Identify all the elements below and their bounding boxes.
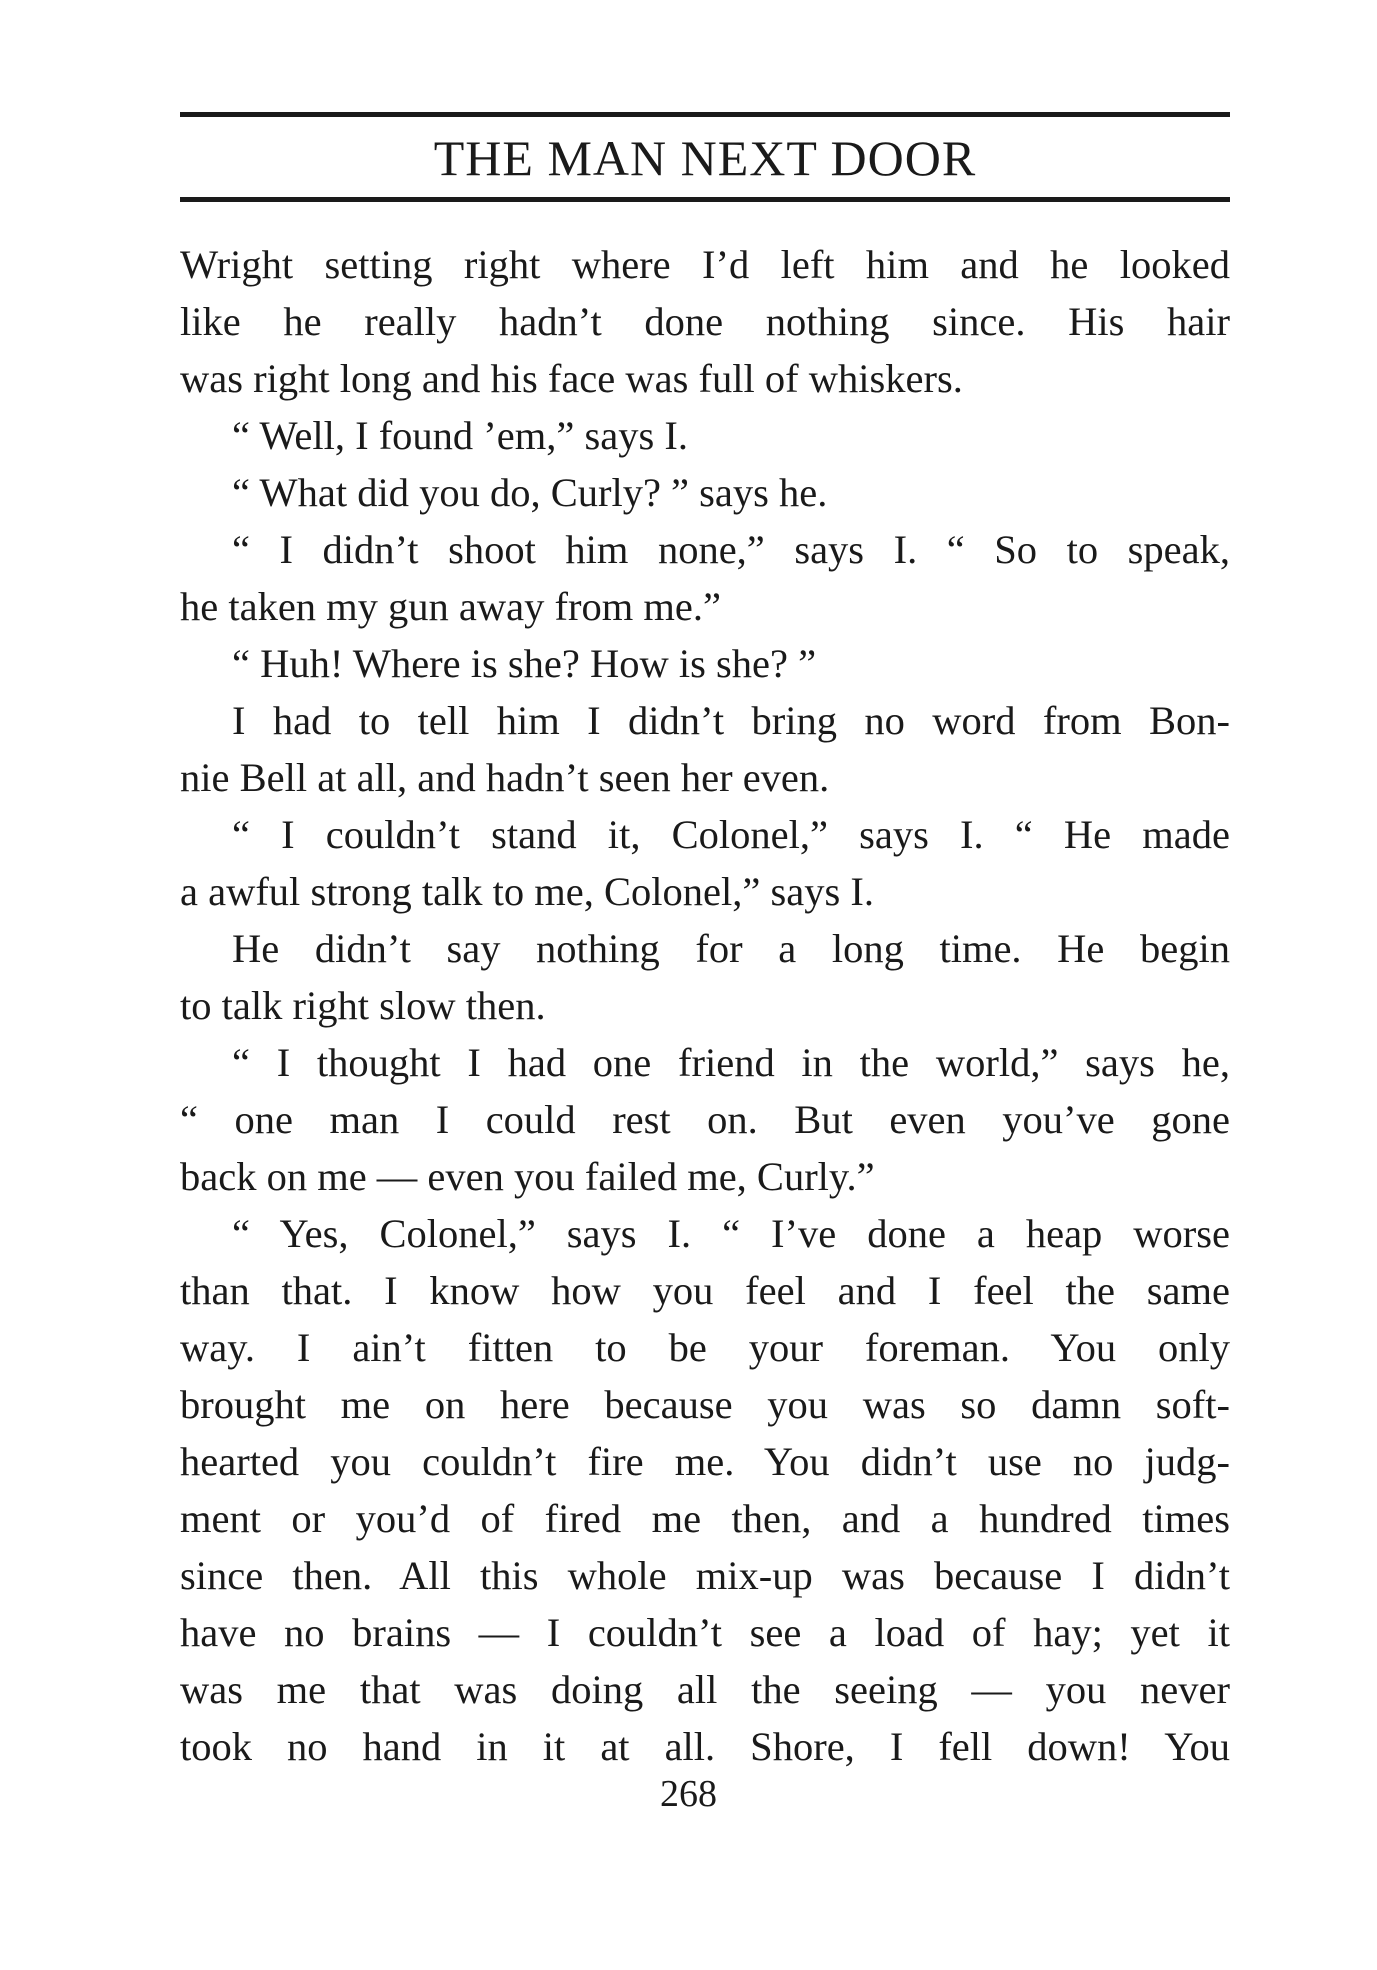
text-line: “ one man I could rest on. But even you’ve gone xyxy=(180,1097,1230,1142)
text-line: “ Well, I found ’em,” says I. xyxy=(232,413,688,458)
text-line: “ I couldn’t stand it, Colonel,” says I. “ He made xyxy=(232,812,1230,857)
text-line: “ What did you do, Curly? ” says he. xyxy=(232,470,828,515)
text-line: “ Huh! Where is she? How is she? ” xyxy=(232,641,817,686)
text-line: He didn’t say nothing for a long time. He begin xyxy=(232,926,1230,971)
text-line: have no brains — I couldn’t see a load of hay; yet it xyxy=(180,1610,1230,1655)
text-line: way. I ain’t fitten to be your foreman. You only xyxy=(180,1325,1230,1370)
text-line: back on me — even you failed me, Curly.” xyxy=(180,1154,875,1199)
text-line: like he really hadn’t done nothing since. His hair xyxy=(180,299,1230,344)
text-line: a awful strong talk to me, Colonel,” says I. xyxy=(180,869,874,914)
text-line: to talk right slow then. xyxy=(180,983,546,1028)
header-rule-top xyxy=(180,112,1230,117)
text-line: brought me on here because you was so damn soft- xyxy=(180,1382,1230,1427)
text-line: “ Yes, Colonel,” says I. “ I’ve done a heap worse xyxy=(232,1211,1230,1256)
text-line: ment or you’d of fired me then, and a hundred times xyxy=(180,1496,1230,1541)
text-line: “ I thought I had one friend in the world,” says he, xyxy=(232,1040,1230,1085)
text-line: he taken my gun away from me.” xyxy=(180,584,721,629)
text-line: took no hand in it at all. Shore, I fell down! You xyxy=(180,1724,1230,1769)
text-line: was right long and his face was full of whiskers. xyxy=(180,356,963,401)
text-line: since then. All this whole mix-up was because I didn’t xyxy=(180,1553,1230,1598)
text-line: I had to tell him I didn’t bring no word from Bon- xyxy=(232,698,1230,743)
text-line: than that. I know how you feel and I feel the same xyxy=(180,1268,1230,1313)
running-title: THE MAN NEXT DOOR xyxy=(433,130,977,186)
body-text xyxy=(180,236,1230,1775)
text-line: “ I didn’t shoot him none,” says I. “ So to speak, xyxy=(232,527,1230,572)
text-line: nie Bell at all, and hadn’t seen her even. xyxy=(180,755,830,800)
text-line: was me that was doing all the seeing — you never xyxy=(180,1667,1230,1712)
text-line: hearted you couldn’t fire me. You didn’t use no judg- xyxy=(180,1439,1230,1484)
header-rule-bottom xyxy=(180,197,1230,202)
text-line: Wright setting right where I’d left him and he looked xyxy=(180,242,1230,287)
page-number: 268 xyxy=(660,1773,717,1815)
